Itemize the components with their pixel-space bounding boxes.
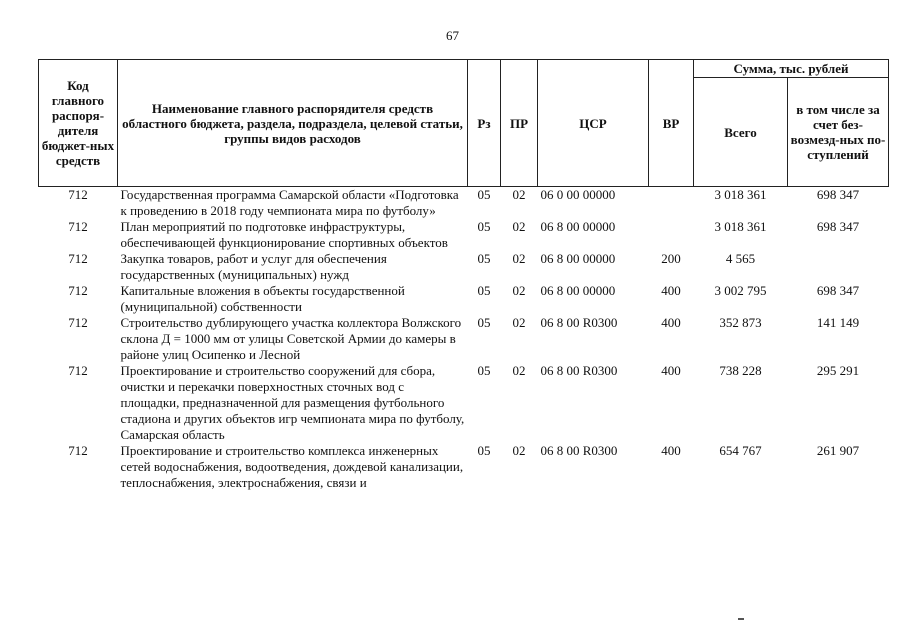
cell-vr: 400: [661, 315, 681, 330]
cell-total: 3 018 361: [714, 187, 767, 202]
cell-pr: 02: [512, 443, 526, 458]
table-row: [39, 219, 889, 251]
cell-csr: 06 8 00 R0300: [540, 363, 618, 378]
header-total: Всего: [694, 78, 788, 187]
cell-kod: 712: [68, 315, 88, 330]
cell-total: 738 228: [719, 363, 762, 378]
cell-pr: 02: [512, 283, 526, 298]
cell-kod: 712: [68, 363, 88, 378]
table-row: [39, 187, 889, 220]
cell-rz: 05: [477, 363, 491, 378]
cell-pr: 02: [512, 315, 526, 330]
scan-mark: [738, 618, 744, 620]
table-row: [39, 363, 889, 443]
cell-vr: 400: [661, 363, 681, 378]
cell-pr: 02: [512, 363, 526, 378]
cell-rz: 05: [477, 443, 491, 458]
cell-rz: 05: [477, 283, 491, 298]
cell-rz: 05: [477, 187, 491, 202]
cell-csr: 06 8 00 R0300: [540, 315, 618, 330]
cell-kod: 712: [68, 283, 88, 298]
header-vr: ВР: [649, 60, 694, 187]
table-row: [39, 251, 889, 283]
cell-kod: 712: [68, 219, 88, 234]
header-kod: Код главного распоря-дителя бюджет-ных средств: [39, 60, 118, 187]
table-row: [39, 283, 889, 315]
cell-csr: 06 8 00 00000: [540, 219, 616, 234]
cell-pr: 02: [512, 219, 526, 234]
cell-total: 3 002 795: [714, 283, 767, 298]
cell-csr: 06 8 00 00000: [540, 283, 616, 298]
cell-pr: 02: [512, 251, 526, 266]
cell-rz: 05: [477, 315, 491, 330]
cell-name: Государственная программа Самарской области «Подготовка к проведению в 2018 году чемпионата мира по футболу»: [120, 187, 459, 218]
cell-rz: 05: [477, 219, 491, 234]
cell-vr: 400: [661, 283, 681, 298]
cell-vr: [649, 219, 694, 251]
header-sum: Сумма, тыс. рублей: [694, 60, 889, 78]
header-name: Наименование главного распорядителя средств областного бюджета, раздела, подраздела, целевой статьи, группы видов расходов: [118, 60, 468, 187]
cell-vr: 200: [661, 251, 681, 266]
header-pr: ПР: [501, 60, 538, 187]
cell-kod: 712: [68, 187, 88, 202]
cell-free: 141 149: [816, 315, 860, 330]
budget-table: [38, 59, 889, 491]
cell-rz: 05: [477, 251, 491, 266]
cell-free: 698 347: [816, 283, 860, 298]
cell-kod: 712: [68, 443, 88, 458]
cell-free: 698 347: [816, 219, 860, 234]
cell-free: [788, 251, 889, 283]
cell-csr: 06 8 00 00000: [540, 251, 616, 266]
page-number: 67: [446, 28, 459, 43]
cell-csr: 06 0 00 00000: [540, 187, 616, 202]
cell-vr: 400: [661, 443, 681, 458]
cell-total: 3 018 361: [714, 219, 767, 234]
cell-name: План мероприятий по подготовке инфраструктуры, обеспечивающей функционирование спортивных объектов: [120, 219, 448, 250]
header-free: в том числе за счет без-возмезд-ных по-ступлений: [788, 78, 889, 187]
cell-pr: 02: [512, 187, 526, 202]
header-rz: Рз: [468, 60, 501, 187]
cell-vr: [649, 187, 694, 220]
cell-total: 4 565: [725, 251, 756, 266]
cell-total: 352 873: [719, 315, 762, 330]
cell-name: Закупка товаров, работ и услуг для обеспечения государственных (муниципальных) нужд: [120, 251, 387, 282]
cell-free: 261 907: [816, 443, 860, 458]
cell-name: Строительство дублирующего участка коллектора Волжского склона Д = 1000 мм от улицы Советской Армии до камеры в районе улиц Осипенко и Лесной: [120, 315, 462, 362]
cell-kod: 712: [68, 251, 88, 266]
table-row: [39, 443, 889, 491]
cell-csr: 06 8 00 R0300: [540, 443, 618, 458]
header-csr: ЦСР: [538, 60, 649, 187]
cell-name: Проектирование и строительство сооружений для сбора, очистки и перекачки поверхностных сточных вод с площадки, предназначенной для размещения футбольного стадиона и других объектов игр чемпионата мира по футболу, Самарская область: [120, 363, 465, 442]
cell-free: 698 347: [816, 187, 860, 202]
table-row: [39, 315, 889, 363]
cell-free: 295 291: [816, 363, 860, 378]
cell-name: Проектирование и строительство комплекса инженерных сетей водоснабжения, водоотведения, дождевой канализации, теплоснабжения, электроснабжения, связи и: [120, 443, 464, 490]
cell-total: 654 767: [719, 443, 762, 458]
cell-name: Капитальные вложения в объекты государственной (муниципальной) собственности: [120, 283, 405, 314]
